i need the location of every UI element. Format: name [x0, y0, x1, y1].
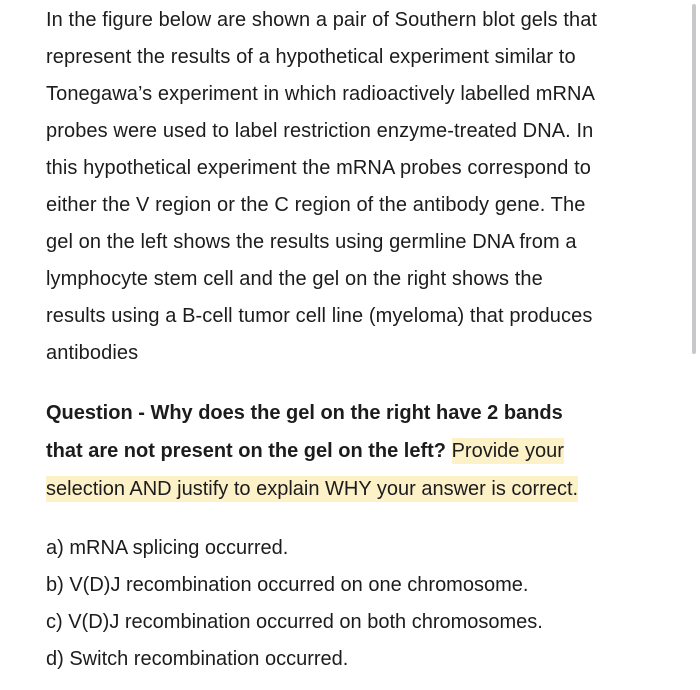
vertical-scrollbar[interactable]	[692, 4, 696, 354]
intro-line: lymphocyte stem cell and the gel on the right shows the	[46, 268, 543, 290]
highlighted-instruction: selection AND justify to explain WHY your answer is correct.	[46, 478, 579, 500]
intro-line: gel on the left shows the results using germline DNA from a	[46, 231, 577, 253]
question-line: Question - Why does the gel on the right have 2 bands	[46, 402, 563, 424]
intro-line: this hypothetical experiment the mRNA probes correspond to	[46, 157, 591, 179]
intro-line: antibodies	[46, 342, 139, 364]
intro-line: represent the results of a hypothetical experiment similar to	[46, 46, 576, 68]
question-line	[46, 436, 564, 466]
question-text: that are not present on the gel on the left?	[46, 440, 447, 462]
intro-line: Tonegawa’s experiment in which radioactively labelled mRNA	[46, 83, 596, 105]
highlighted-instruction: Provide your	[451, 440, 564, 462]
answer-option-a: a) mRNA splicing occurred.	[46, 537, 289, 559]
intro-line: either the V region or the C region of the antibody gene. The	[46, 194, 586, 216]
intro-line: results using a B-cell tumor cell line (myeloma) that produces	[46, 305, 593, 327]
question-line	[46, 474, 578, 504]
intro-line: In the figure below are shown a pair of Southern blot gels that	[46, 9, 598, 31]
intro-line: probes were used to label restriction enzyme-treated DNA. In	[46, 120, 594, 142]
answer-option-c: c) V(D)J recombination occurred on both chromosomes.	[46, 611, 543, 633]
answer-option-d: d) Switch recombination occurred.	[46, 648, 349, 670]
answer-option-b: b) V(D)J recombination occurred on one chromosome.	[46, 574, 529, 596]
